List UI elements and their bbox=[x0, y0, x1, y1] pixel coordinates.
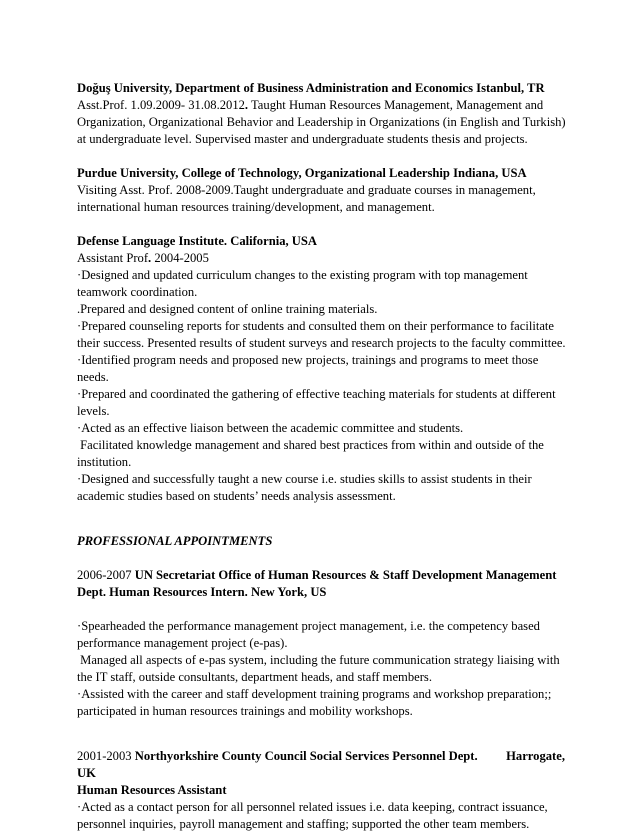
appointment-heading: 2006-2007 UN Secretariat Office of Human Resources & Staff Development Management bbox=[77, 568, 557, 582]
entry-line: ·Prepared and coordinated the gathering of effective teaching materials for students at different bbox=[77, 387, 556, 401]
appointment-location: Harrogate, bbox=[506, 749, 565, 763]
entry-line: ·Identified program needs and proposed new projects, trainings and programs to meet those bbox=[77, 353, 539, 367]
entry-line: their success. Presented results of student surveys and research projects to the faculty committee. bbox=[77, 336, 566, 350]
entry-line: institution. bbox=[77, 455, 132, 469]
entry-heading: Doğuş University, Department of Business Administration and Economics Istanbul, TR bbox=[77, 81, 545, 95]
section-title: PROFESSIONAL APPOINTMENTS bbox=[77, 534, 273, 548]
entry-line: teamwork coordination. bbox=[77, 285, 198, 299]
entry-line: international human resources training/development, and management. bbox=[77, 200, 435, 214]
entry-line: the IT staff, outside consultants, department heads, and staff members. bbox=[77, 670, 432, 684]
entry-line: ·Assisted with the career and staff development training programs and workshop preparation;; bbox=[77, 687, 552, 701]
entry-line: .Prepared and designed content of online training materials. bbox=[77, 302, 378, 316]
entry-line: Visiting Asst. Prof. 2008-2009.Taught undergraduate and graduate courses in management, bbox=[77, 183, 536, 197]
entry-line: Asst.Prof. 1.09.2009- 31.08.2012. Taught Human Resources Management, Management and bbox=[77, 98, 544, 112]
entry-line: academic studies based on students’ needs analysis assessment. bbox=[77, 489, 396, 503]
entry-heading: Defense Language Institute. California, USA bbox=[77, 234, 317, 248]
entry-line: personnel inquiries, payroll management and staffing; supported the other team members. bbox=[77, 817, 530, 831]
entry-line: Organization, Organizational Behavior and Leadership in Organizations (in English and Turkish) bbox=[77, 115, 566, 129]
experience-entry bbox=[77, 233, 565, 505]
entry-line: levels. bbox=[77, 404, 110, 418]
resume-content bbox=[77, 80, 565, 833]
entry-heading: Purdue University, College of Technology, Organizational Leadership Indiana, USA bbox=[77, 166, 527, 180]
entry-line: ·Designed and updated curriculum changes to the existing program with top management bbox=[77, 268, 528, 282]
entry-line: Managed all aspects of e-pas system, including the future communication strategy liaising with bbox=[77, 653, 560, 667]
appointment-entry bbox=[77, 748, 565, 833]
entry-line: Facilitated knowledge management and shared best practices from within and outside of the bbox=[77, 438, 544, 452]
entry-line: needs. bbox=[77, 370, 109, 384]
experience-entry bbox=[77, 80, 565, 148]
entry-line: ·Spearheaded the performance management project management, i.e. the competency based bbox=[77, 619, 540, 633]
appointment-role: Human Resources Assistant bbox=[77, 783, 227, 797]
entry-line: ·Acted as an effective liaison between the academic committee and students. bbox=[77, 421, 464, 435]
entry-line: at undergraduate level. Supervised master and undergraduate students thesis and projects. bbox=[77, 132, 528, 146]
entry-line: ·Designed and successfully taught a new course i.e. studies skills to assist students in their bbox=[77, 472, 532, 486]
appointment-heading-cont: Dept. Human Resources Intern. New York, US bbox=[77, 585, 327, 599]
entry-line: participated in human resources trainings and mobility workshops. bbox=[77, 704, 413, 718]
appointment-heading-cont: UK bbox=[77, 766, 96, 780]
appointment-heading: 2001-2003 Northyorkshire County Council Social Services Personnel Dept. Harrogate, bbox=[77, 749, 565, 763]
experience-entry bbox=[77, 165, 565, 216]
entry-line: performance management project (e-pas). bbox=[77, 636, 288, 650]
appointment-entry bbox=[77, 567, 565, 720]
entry-title: Assistant Prof. 2004-2005 bbox=[77, 251, 209, 265]
entry-line: ·Acted as a contact person for all personnel related issues i.e. data keeping, contract issuance, bbox=[77, 800, 548, 814]
entry-line: ·Prepared counseling reports for students and consulted them on their performance to facilitate bbox=[77, 319, 555, 333]
